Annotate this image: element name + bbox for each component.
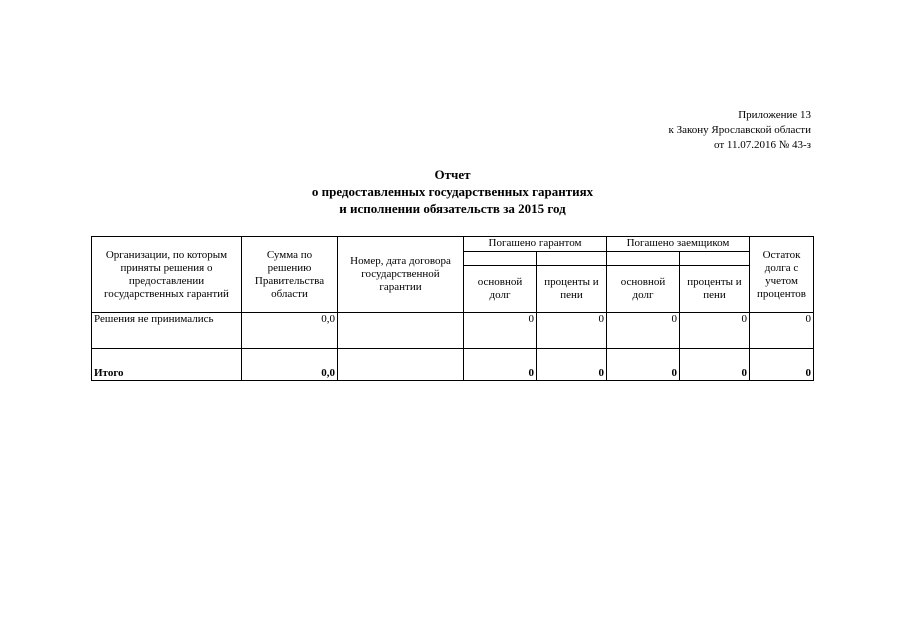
row-interest-guarantor: 0 [537,313,607,349]
header-remaining: Остаток долга с учетом процентов [750,237,814,313]
total-row [92,349,814,381]
title-line-1: Отчет [434,167,471,182]
header-principal-guarantor: основной долг [464,266,537,313]
appendix-line-3: от 11.07.2016 № 43-з [713,139,811,151]
total-remaining: 0 [750,349,814,381]
header-spacer-cell [680,252,750,266]
total-principal-borrower: 0 [607,349,680,381]
total-contract [338,349,464,381]
table-row [92,313,814,349]
header-spacer-cell [464,252,537,266]
title-line-3: и исполнении обязательств за 2015 год [339,201,566,216]
appendix-line-1: Приложение 13 [738,109,811,121]
total-amount: 0,0 [242,349,338,381]
row-principal-borrower: 0 [607,313,680,349]
header-repaid-by-guarantor: Погашено гарантом [464,237,607,252]
header-spacer-cell [537,252,607,266]
report-title [0,166,905,217]
row-interest-borrower: 0 [680,313,750,349]
row-principal-guarantor: 0 [464,313,537,349]
total-principal-guarantor: 0 [464,349,537,381]
appendix-note [669,108,811,153]
row-remaining: 0 [750,313,814,349]
row-amount: 0,0 [242,313,338,349]
total-interest-guarantor: 0 [537,349,607,381]
header-contract: Номер, дата договора государственной гарантии [338,237,464,313]
header-interest-borrower: проценты и пени [680,266,750,313]
title-line-2: о предоставленных государственных гарантиях [311,184,594,199]
header-row-1 [92,237,814,252]
total-label: Итого [92,349,242,381]
guarantees-table [91,236,814,381]
row-organization: Решения не принимались [92,313,242,349]
row-contract [338,313,464,349]
header-repaid-by-borrower: Погашено заемщиком [607,237,750,252]
header-amount: Сумма по решению Правительства области [242,237,338,313]
total-interest-borrower: 0 [680,349,750,381]
header-spacer-cell [607,252,680,266]
appendix-line-2: к Закону Ярославской области [668,124,811,136]
header-principal-borrower: основной долг [607,266,680,313]
header-organizations: Организации, по которым приняты решения о предоставлении государственных гарантий [92,237,242,313]
header-interest-guarantor: проценты и пени [537,266,607,313]
